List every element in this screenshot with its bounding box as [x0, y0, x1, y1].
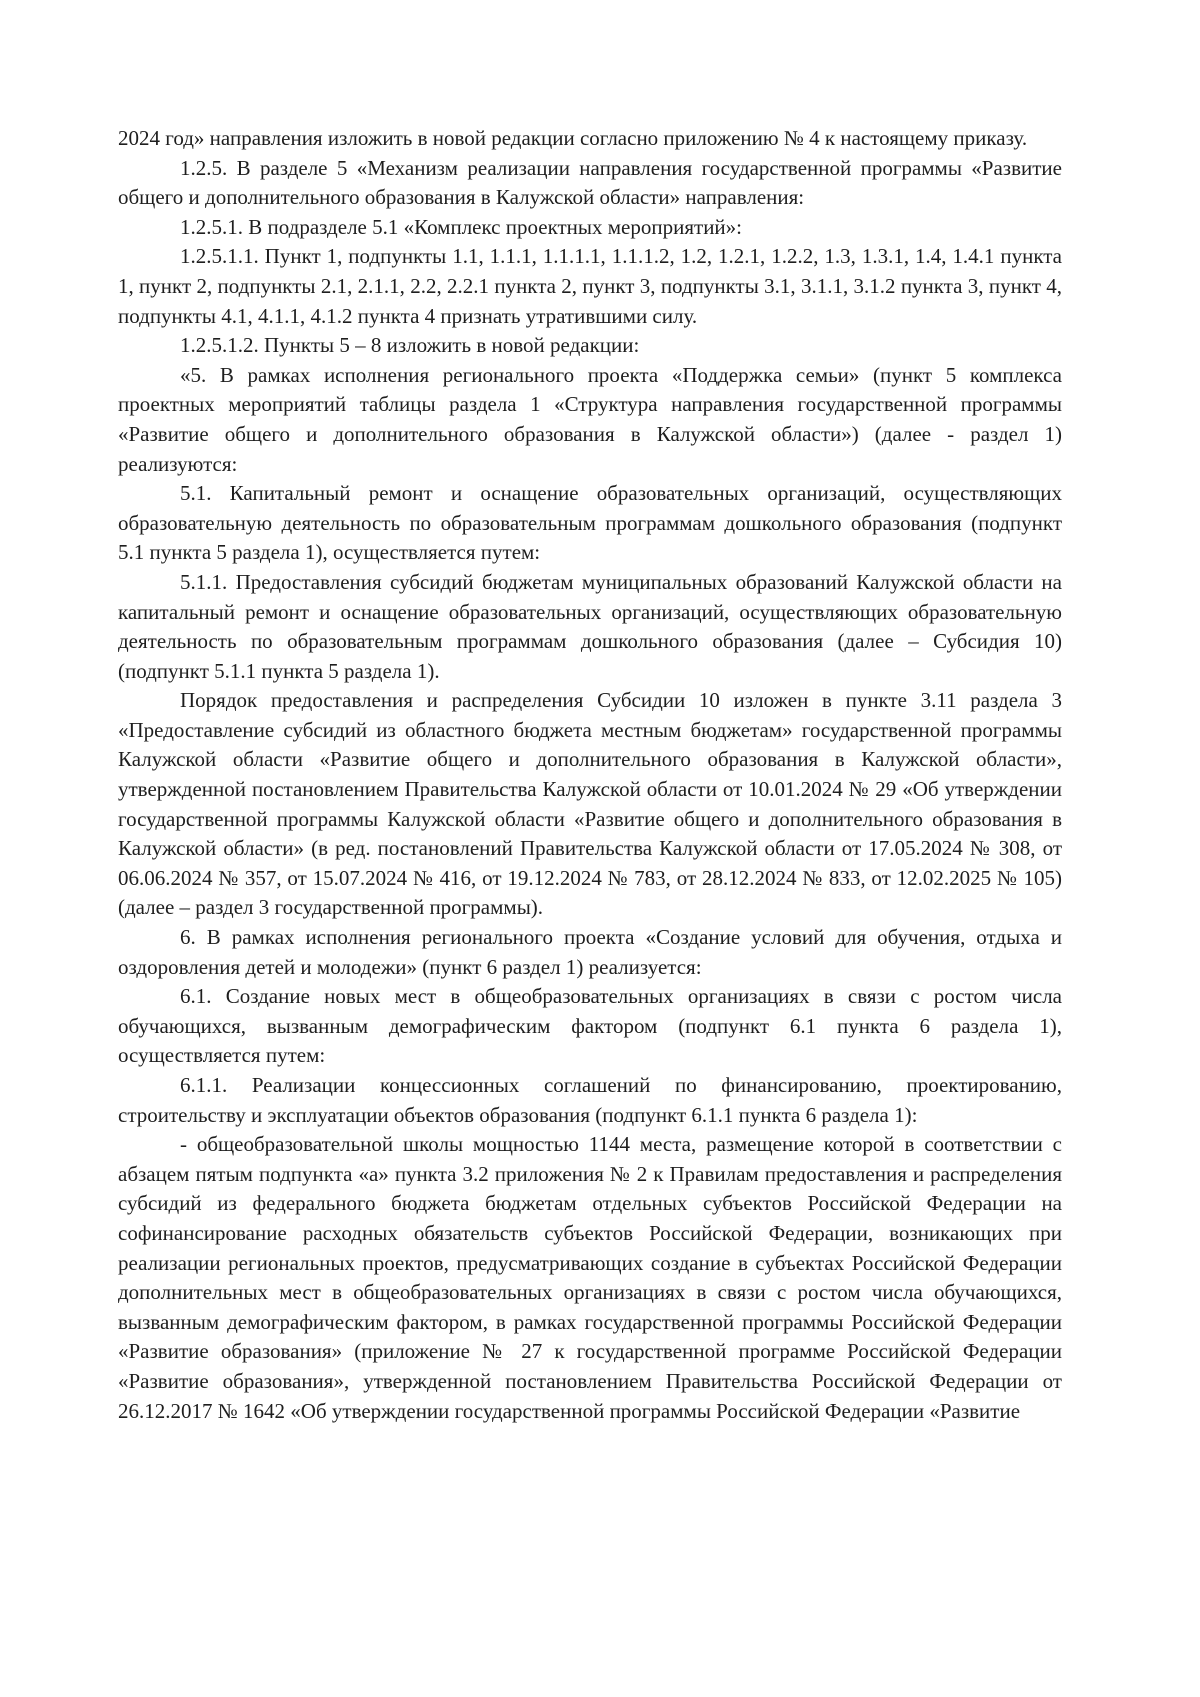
paragraph-5-1: 5.1. Капитальный ремонт и оснащение образовательных организаций, осуществляющих образовательную деятельность по образовательным программам дошкольного образования (подпункт 5.1 пункта 5 раздела 1), осуществляется путем:: [118, 481, 1062, 565]
paragraph-point-6: 6. В рамках исполнения регионального проекта «Создание условий для обучения, отдыха и оздоровления детей и молодежи» (пункт 6 раздел 1) реализуется:: [118, 925, 1062, 979]
paragraph-1-2-5-1: 1.2.5.1. В подразделе 5.1 «Комплекс проектных мероприятий»:: [180, 214, 743, 239]
document-body: [118, 124, 1062, 1426]
paragraph-subsidy-10-procedure: Порядок предоставления и распределения Субсидии 10 изложен в пункте 3.11 раздела 3 «Предоставление субсидий из областного бюджета местным бюджетам» государственной программы Калужской области «Развитие общего и дополнительного образования в Калужской области», утвержденной постановлением Правительства Калужской области от 10.01.2024 № 29 «Об утверждении государственной программы Калужской области «Развитие общего и дополнительного образования в Калужской области» (в ред. постановлений Правительства Калужской области от 17.05.2024 № 308, от 06.06.2024 № 357, от 15.07.2024 № 416, от 19.12.2024 № 783, от 28.12.2024 № 833, от 12.02.2025 № 105) (далее – раздел 3 государственной программы).: [118, 688, 1062, 920]
paragraph-school-1144: - общеобразовательной школы мощностью 1144 места, размещение которой в соответствии с абзацем пятым подпункта «а» пункта 3.2 приложения № 2 к Правилам предоставления и распределения субсидий из федерального бюджета бюджетам отдельных субъектов Российской Федерации на софинансирование расходных обязательств субъектов Российской Федерации, возникающих при реализации региональных проектов, предусматривающих создание в субъектах Российской Федерации дополнительных мест в общеобразовательных организациях в связи с ростом числа обучающихся, вызванным демографическим фактором, в рамках государственной программы Российской Федерации «Развитие образования» (приложение № 27 к государственной программе Российской Федерации «Развитие образования», утвержденной постановлением Правительства Российской Федерации от 26.12.2017 № 1642 «Об утверждении государственной программы Российской Федерации «Развитие: [118, 1132, 1062, 1423]
paragraph-point-5: «5. В рамках исполнения регионального проекта «Поддержка семьи» (пункт 5 комплекса проектных мероприятий таблицы раздела 1 «Структура направления государственной программы «Развитие общего и дополнительного образования в Калужской области») (далее - раздел 1) реализуются:: [118, 362, 1062, 476]
paragraph-6-1-1: 6.1.1. Реализации концессионных соглашений по финансированию, проектированию, строительству и эксплуатации объектов образования (подпункт 6.1.1 пункта 6 раздела 1):: [118, 1073, 1062, 1127]
paragraph-5-1-1: 5.1.1. Предоставления субсидий бюджетам муниципальных образований Калужской области на капитальный ремонт и оснащение образовательных организаций, осуществляющих образовательную деятельность по образовательным программам дошкольного образования (далее – Субсидия 10) (подпункт 5.1.1 пункта 5 раздела 1).: [118, 569, 1062, 683]
paragraph-continuation: 2024 год» направления изложить в новой редакции согласно приложению № 4 к настоящему приказу.: [118, 126, 1028, 150]
paragraph-1-2-5-1-2: 1.2.5.1.2. Пункты 5 – 8 изложить в новой редакции:: [180, 333, 640, 358]
paragraph-1-2-5-1-1: 1.2.5.1.1. Пункт 1, подпункты 1.1, 1.1.1, 1.1.1.1, 1.1.1.2, 1.2, 1.2.1, 1.2.2, 1.3, 1.3.1, 1.4, 1.4.1 пункта 1, пункт 2, подпункты 2.1, 2.1.1, 2.2, 2.2.1 пункта 2, пункт 3, подпункты 3.1, 3.1.1, 3.1.2 пункта 3, пункт 4, подпункты 4.1, 4.1.1, 4.1.2 пункта 4 признать утратившими силу.: [118, 244, 1062, 328]
paragraph-6-1: 6.1. Создание новых мест в общеобразовательных организациях в связи с ростом числа обучающихся, вызванным демографическим фактором (подпункт 6.1 пункта 6 раздела 1), осуществляется путем:: [118, 984, 1062, 1068]
paragraph-1-2-5: 1.2.5. В разделе 5 «Механизм реализации направления государственной программы «Развитие общего и дополнительного образования в Калужской области» направления:: [118, 155, 1062, 210]
